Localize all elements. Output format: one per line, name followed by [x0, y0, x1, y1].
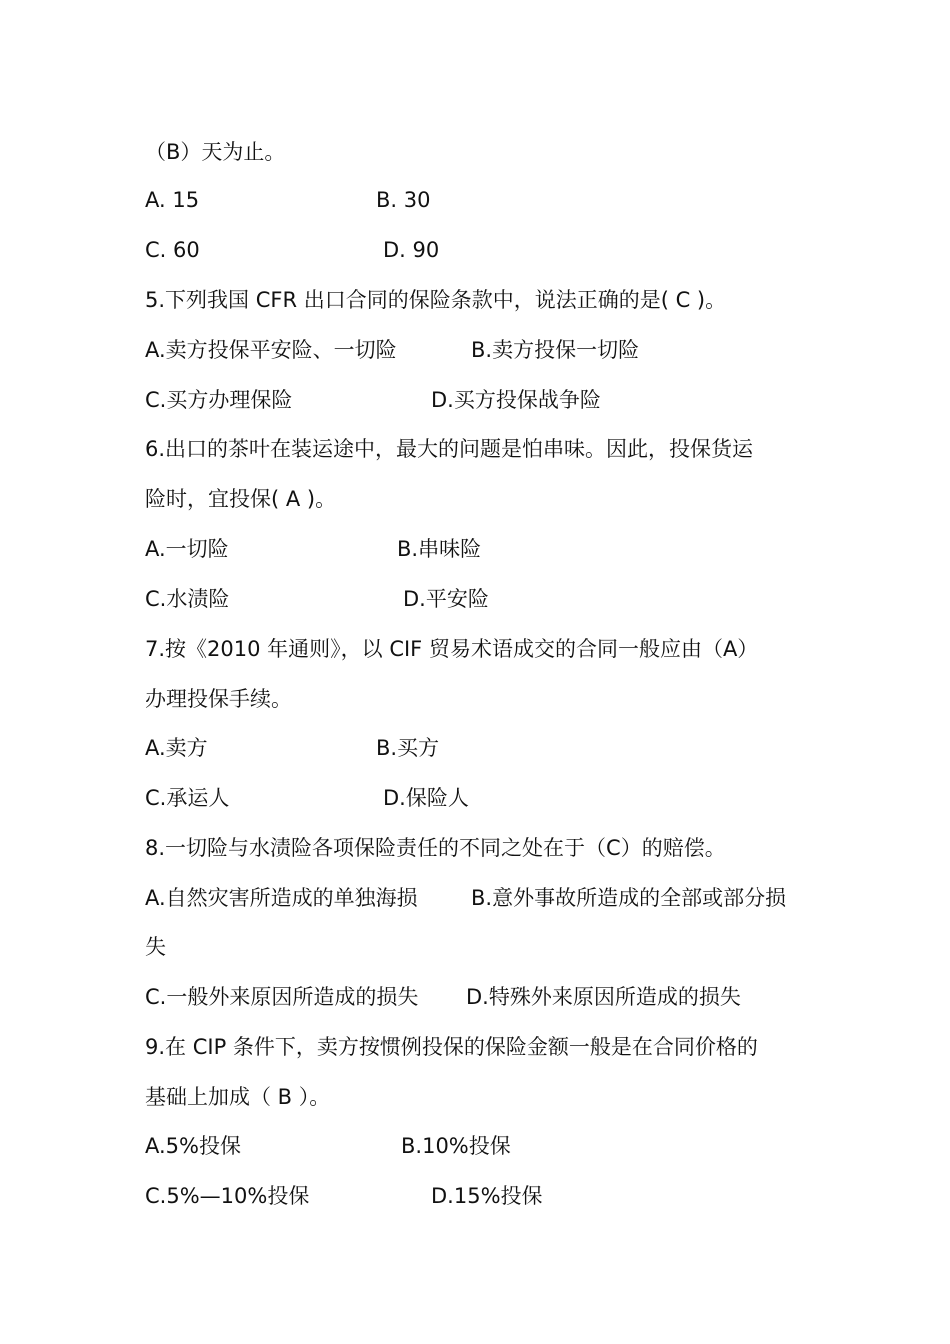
question-4-continuation: （B）天为止。	[145, 140, 286, 164]
q7-option-b: B.买方	[376, 736, 440, 760]
q4-option-a: A. 15	[145, 188, 200, 212]
q8-option-b-wrap: 失	[145, 935, 166, 959]
q5-option-d: D.买方投保战争险	[431, 388, 601, 412]
q6-option-a: A.一切险	[145, 537, 229, 561]
question-5: 5.下列我国 CFR 出口合同的保险条款中，说法正确的是( C )。	[145, 288, 727, 312]
q6-option-d: D.平安险	[403, 587, 489, 611]
question-7-line-1: 7.按《2010 年通则》，以 CIF 贸易术语成交的合同一般应由（A）	[145, 637, 759, 661]
question-7-line-2: 办理投保手续。	[145, 687, 292, 711]
q9-option-b: B.10%投保	[401, 1134, 511, 1158]
q5-option-b: B.卖方投保一切险	[471, 338, 640, 362]
q4-option-c: C. 60	[145, 238, 200, 262]
q7-option-c: C.承运人	[145, 786, 230, 810]
q6-option-b: B.串味险	[397, 537, 482, 561]
question-9-line-1: 9.在 CIP 条件下，卖方按惯例投保的保险金额一般是在合同价格的	[145, 1035, 758, 1059]
q8-option-b: B.意外事故所造成的全部或部分损	[471, 886, 787, 910]
q4-option-d: D. 90	[383, 238, 440, 262]
q8-option-a: A.自然灾害所造成的单独海损	[145, 886, 418, 910]
q8-option-d: D.特殊外来原因所造成的损失	[466, 985, 741, 1009]
question-6-line-1: 6.出口的茶叶在装运途中，最大的问题是怕串味。因此，投保货运	[145, 437, 754, 461]
q7-option-a: A.卖方	[145, 736, 208, 760]
q4-option-b: B. 30	[376, 188, 431, 212]
question-9-line-2: 基础上加成（ B ）。	[145, 1085, 331, 1109]
question-6-line-2: 险时，宜投保( A )。	[145, 487, 337, 511]
q8-option-c: C.一般外来原因所造成的损失	[145, 985, 419, 1009]
q9-option-c: C.5%—10%投保	[145, 1184, 310, 1208]
question-8: 8.一切险与水渍险各项保险责任的不同之处在于（C）的赔偿。	[145, 836, 726, 860]
q6-option-c: C.水渍险	[145, 587, 230, 611]
q9-option-a: A.5%投保	[145, 1134, 241, 1158]
q5-option-a: A.卖方投保平安险、一切险	[145, 338, 397, 362]
q9-option-d: D.15%投保	[431, 1184, 543, 1208]
q5-option-c: C.买方办理保险	[145, 388, 293, 412]
q7-option-d: D.保险人	[383, 786, 469, 810]
